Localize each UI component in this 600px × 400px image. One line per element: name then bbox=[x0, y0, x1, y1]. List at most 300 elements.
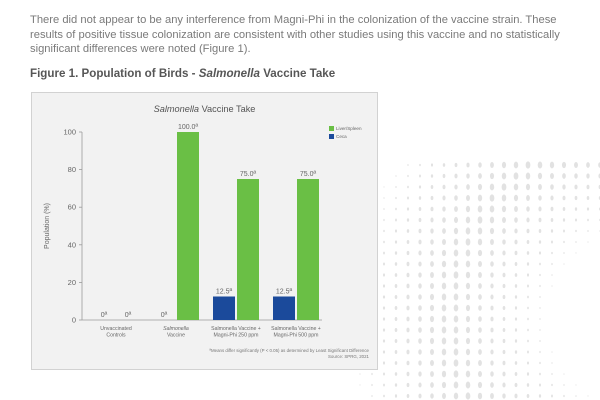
background-dot bbox=[550, 162, 554, 169]
background-dot bbox=[406, 306, 409, 311]
background-dot bbox=[442, 371, 446, 378]
background-dot bbox=[564, 373, 565, 375]
background-dot bbox=[419, 175, 421, 178]
background-dot bbox=[430, 294, 434, 300]
legend-swatch-liver-spleen bbox=[329, 126, 334, 131]
background-dot bbox=[587, 185, 590, 190]
background-dot bbox=[454, 206, 458, 212]
background-dot bbox=[587, 219, 589, 222]
background-dot bbox=[419, 229, 422, 233]
background-dot bbox=[454, 228, 458, 234]
background-dot bbox=[407, 175, 409, 177]
background-dot bbox=[478, 294, 482, 300]
background-dot bbox=[502, 228, 506, 234]
background-dot bbox=[515, 295, 517, 298]
background-dot bbox=[466, 349, 470, 355]
background-dot bbox=[430, 283, 434, 289]
background-dot bbox=[551, 384, 553, 386]
background-dot bbox=[419, 185, 421, 188]
background-dot bbox=[383, 252, 385, 255]
x-category-label: Salmonella bbox=[163, 326, 189, 332]
legend-item-liver-spleen bbox=[329, 126, 362, 131]
background-dot bbox=[418, 316, 422, 322]
background-dot bbox=[407, 186, 409, 189]
background-dot bbox=[575, 230, 577, 232]
background-dot bbox=[395, 186, 396, 188]
background-dot bbox=[454, 260, 459, 267]
background-dot bbox=[443, 163, 445, 167]
background-dot bbox=[550, 184, 554, 190]
background-dot bbox=[514, 172, 519, 179]
background-dot bbox=[466, 272, 470, 279]
background-dot bbox=[454, 249, 459, 256]
background-dot bbox=[418, 261, 421, 266]
background-dot bbox=[490, 371, 494, 376]
background-dot bbox=[527, 351, 529, 354]
background-dot bbox=[466, 305, 470, 311]
figure-heading-suffix: Vaccine Take bbox=[259, 67, 336, 80]
bar-ceca-2 bbox=[213, 297, 235, 321]
background-dot bbox=[538, 173, 542, 179]
background-dot bbox=[527, 383, 529, 387]
background-dot bbox=[395, 295, 398, 299]
background-dot bbox=[478, 261, 482, 267]
background-dot bbox=[383, 197, 384, 199]
background-dot bbox=[454, 293, 459, 300]
background-dot bbox=[551, 241, 553, 244]
background-dot bbox=[527, 340, 529, 343]
background-dot bbox=[490, 184, 494, 191]
background-dot bbox=[551, 285, 552, 287]
background-dot bbox=[478, 195, 482, 202]
background-dot bbox=[383, 395, 385, 398]
background-dot bbox=[383, 306, 385, 309]
background-dot bbox=[478, 283, 482, 289]
background-dot bbox=[575, 395, 576, 397]
background-dot bbox=[490, 162, 494, 168]
background-dot bbox=[454, 271, 459, 278]
background-dot bbox=[395, 394, 397, 397]
background-dot bbox=[515, 251, 518, 255]
background-dot bbox=[478, 338, 482, 344]
background-dot bbox=[478, 272, 482, 278]
background-dot bbox=[395, 339, 398, 343]
background-dot bbox=[442, 196, 445, 201]
background-dot bbox=[418, 371, 421, 376]
background-dot bbox=[466, 227, 471, 234]
background-dot bbox=[503, 361, 506, 365]
x-category-label: Controls bbox=[106, 332, 126, 339]
background-dot bbox=[478, 316, 482, 322]
background-dot bbox=[514, 217, 518, 223]
background-dot bbox=[395, 175, 396, 177]
background-dot bbox=[527, 361, 529, 364]
bar-liver-spleen-3 bbox=[297, 179, 319, 320]
background-dot bbox=[587, 230, 588, 232]
legend-swatch-ceca bbox=[329, 134, 334, 139]
background-dot bbox=[418, 383, 421, 388]
background-dot bbox=[527, 296, 529, 299]
background-dot bbox=[588, 395, 589, 396]
background-dot bbox=[407, 383, 410, 387]
background-dot bbox=[371, 373, 373, 375]
y-axis-label: Population (%) bbox=[44, 203, 51, 249]
background-dot bbox=[454, 359, 459, 366]
background-dot bbox=[490, 261, 494, 266]
background-dot bbox=[466, 338, 470, 344]
background-dot bbox=[539, 240, 541, 244]
background-dot bbox=[454, 195, 458, 200]
background-dot bbox=[407, 394, 410, 398]
background-dot bbox=[418, 251, 421, 256]
background-dot bbox=[395, 219, 397, 222]
background-dot bbox=[538, 161, 543, 168]
background-dot bbox=[395, 240, 397, 243]
background-dot bbox=[454, 174, 457, 179]
background-dot bbox=[539, 394, 541, 397]
background-dot bbox=[539, 362, 541, 364]
background-dot bbox=[490, 272, 493, 277]
background-dot bbox=[418, 272, 421, 277]
background-dot bbox=[538, 195, 542, 200]
background-dot bbox=[466, 206, 470, 212]
background-dot bbox=[466, 327, 470, 333]
background-dot bbox=[443, 174, 446, 178]
background-dot bbox=[514, 206, 518, 212]
background-dot bbox=[466, 392, 471, 399]
background-dot bbox=[551, 229, 553, 232]
background-dot bbox=[466, 283, 470, 289]
background-dot bbox=[442, 382, 446, 388]
background-dot bbox=[395, 317, 398, 321]
y-tick-label: 40 bbox=[67, 240, 76, 250]
background-dot bbox=[418, 360, 421, 365]
background-dot bbox=[490, 194, 495, 201]
background-dot bbox=[586, 173, 589, 178]
background-dot bbox=[419, 164, 421, 167]
y-tick-label: 20 bbox=[67, 277, 76, 287]
background-dot bbox=[551, 362, 552, 364]
x-category-label: Unvaccinated bbox=[100, 326, 132, 332]
background-dot bbox=[430, 382, 434, 388]
background-dot bbox=[515, 328, 517, 331]
background-dot bbox=[503, 306, 506, 310]
background-dot bbox=[478, 393, 482, 400]
background-dot bbox=[574, 185, 577, 190]
background-dot bbox=[574, 162, 578, 168]
background-dot bbox=[431, 185, 434, 189]
background-dot bbox=[490, 239, 494, 245]
x-category-label: Salmonella Vaccine + bbox=[271, 326, 321, 332]
background-dot bbox=[406, 328, 409, 333]
legend-label-liver-spleen: Liver/Spleen bbox=[336, 126, 362, 131]
background-dot bbox=[478, 371, 482, 377]
background-dot bbox=[515, 284, 517, 288]
x-category-label: Salmonella Vaccine + bbox=[211, 326, 261, 332]
background-dot bbox=[563, 252, 564, 254]
background-dot bbox=[454, 370, 459, 377]
background-dot bbox=[431, 196, 434, 200]
background-dot bbox=[383, 339, 385, 342]
background-dot bbox=[576, 384, 577, 385]
background-dot bbox=[490, 317, 493, 322]
chart-title-italic: Salmonella bbox=[153, 104, 200, 114]
background-dot bbox=[454, 239, 458, 246]
background-dot bbox=[575, 196, 578, 200]
background-dot bbox=[515, 361, 517, 365]
background-dot bbox=[383, 208, 384, 210]
background-dot bbox=[539, 296, 540, 298]
background-dot bbox=[527, 251, 529, 255]
background-dot bbox=[430, 316, 434, 322]
background-dot bbox=[478, 327, 482, 333]
background-dot bbox=[539, 218, 542, 222]
background-dot bbox=[383, 384, 385, 387]
background-dot bbox=[395, 229, 397, 232]
background-dot bbox=[539, 329, 540, 331]
y-tick-label: 60 bbox=[67, 202, 76, 212]
background-dot bbox=[383, 273, 385, 276]
background-dot bbox=[563, 218, 565, 221]
background-dot bbox=[430, 228, 433, 233]
background-dot bbox=[539, 285, 540, 287]
background-dot bbox=[407, 197, 409, 200]
background-dot bbox=[503, 317, 506, 321]
data-label-liver-spleen-0: 0ª bbox=[124, 312, 132, 319]
background-dot bbox=[514, 162, 518, 169]
legend-item-ceca bbox=[329, 134, 362, 139]
x-category-label: Vaccine bbox=[166, 332, 186, 339]
background-dot bbox=[503, 295, 506, 299]
x-category-label: Magni-Phi 500 ppm bbox=[273, 332, 319, 339]
intro-paragraph: There did not appear to be any interference from Magni-Phi in the colonization of the vaccine strain. These results of positive tissue colonization are consistent with other studies using this vaccine and no statistically significant differences were noted (Figure 1). bbox=[30, 14, 560, 56]
background-dot bbox=[430, 250, 434, 256]
data-label-liver-spleen-2: 75.0ª bbox=[239, 171, 257, 178]
background-dot bbox=[442, 272, 446, 279]
background-dot bbox=[539, 351, 540, 353]
background-dot bbox=[563, 384, 564, 386]
background-dot bbox=[526, 173, 531, 180]
background-dot bbox=[514, 184, 518, 191]
background-dot bbox=[406, 295, 409, 300]
legend-label-ceca: Ceca bbox=[336, 134, 347, 139]
background-dot bbox=[359, 373, 360, 375]
background-dot bbox=[490, 205, 495, 212]
background-dot bbox=[478, 239, 482, 246]
background-dot bbox=[430, 239, 434, 244]
background-dot bbox=[454, 282, 459, 289]
background-dot bbox=[539, 263, 541, 266]
background-dot bbox=[430, 272, 434, 278]
background-dot bbox=[502, 206, 506, 212]
background-dot bbox=[490, 173, 494, 179]
background-dot bbox=[539, 340, 540, 342]
background-dot bbox=[406, 339, 409, 344]
background-dot bbox=[515, 273, 518, 277]
background-dot bbox=[442, 228, 446, 234]
background-dot bbox=[539, 251, 541, 254]
background-dot bbox=[454, 304, 459, 311]
background-dot bbox=[478, 216, 483, 223]
background-dot bbox=[490, 393, 494, 399]
background-dot bbox=[395, 350, 398, 354]
background-dot bbox=[418, 305, 422, 311]
background-dot bbox=[384, 186, 385, 187]
background-dot bbox=[527, 262, 529, 265]
background-dot bbox=[383, 284, 385, 287]
background-dot bbox=[383, 361, 385, 364]
background-dot bbox=[527, 307, 529, 310]
background-dot bbox=[418, 327, 422, 333]
background-dot bbox=[466, 261, 470, 268]
background-dot bbox=[418, 283, 422, 288]
background-dot bbox=[395, 328, 398, 332]
y-tick-label: 0 bbox=[71, 315, 76, 325]
background-dot bbox=[575, 241, 576, 243]
background-dot bbox=[383, 350, 385, 353]
chart-panel bbox=[31, 92, 378, 370]
background-dot bbox=[502, 262, 505, 267]
chart-legend bbox=[329, 126, 362, 142]
background-dot bbox=[454, 348, 459, 355]
background-dot bbox=[395, 262, 397, 266]
background-dot bbox=[587, 241, 588, 243]
background-dot bbox=[551, 218, 554, 222]
background-dot bbox=[527, 229, 530, 234]
background-dot bbox=[454, 337, 459, 344]
background-dot bbox=[407, 218, 409, 222]
background-dot bbox=[551, 252, 553, 255]
background-dot bbox=[371, 395, 372, 397]
figure-heading bbox=[30, 67, 550, 80]
background-dot bbox=[454, 326, 459, 333]
background-dot bbox=[407, 273, 410, 278]
background-dot bbox=[478, 228, 483, 235]
background-dot bbox=[419, 207, 422, 211]
background-dot bbox=[587, 207, 589, 210]
background-dot bbox=[466, 217, 470, 224]
background-dot bbox=[563, 207, 566, 211]
background-dot bbox=[502, 372, 505, 377]
background-dot bbox=[515, 339, 517, 342]
background-dot bbox=[490, 306, 493, 311]
background-dot bbox=[455, 163, 458, 167]
background-dot bbox=[371, 384, 372, 386]
background-dot bbox=[550, 196, 553, 201]
background-dot bbox=[514, 228, 517, 233]
background-dot bbox=[430, 261, 434, 267]
background-dot bbox=[418, 338, 422, 343]
background-dot bbox=[442, 217, 446, 223]
background-dot bbox=[383, 317, 385, 320]
background-dot bbox=[407, 240, 410, 244]
bar-liver-spleen-1 bbox=[177, 132, 199, 320]
background-dot bbox=[442, 393, 446, 399]
background-dot bbox=[527, 285, 529, 288]
background-dot bbox=[442, 338, 447, 345]
background-dot bbox=[502, 383, 505, 388]
background-dot bbox=[478, 173, 482, 179]
background-dot bbox=[406, 317, 409, 322]
background-dot bbox=[490, 217, 494, 224]
background-dot bbox=[454, 316, 459, 323]
background-dot bbox=[407, 207, 409, 210]
background-dot bbox=[430, 218, 433, 223]
background-dot bbox=[442, 206, 445, 211]
background-dot bbox=[502, 195, 507, 202]
background-dot bbox=[478, 382, 482, 388]
background-dot bbox=[383, 230, 385, 232]
background-dot bbox=[562, 162, 566, 168]
background-dot bbox=[478, 205, 483, 212]
background-dot bbox=[527, 240, 530, 244]
bar-chart bbox=[32, 93, 377, 369]
background-dot bbox=[454, 381, 459, 388]
background-dot bbox=[515, 306, 517, 309]
background-dot bbox=[515, 383, 518, 387]
x-category-label: Magni-Phi 250 ppm bbox=[213, 332, 259, 339]
background-dot bbox=[551, 207, 554, 211]
data-label-ceca-2: 12.5ª bbox=[215, 288, 233, 296]
background-dot bbox=[418, 349, 422, 354]
background-dot bbox=[562, 173, 566, 179]
background-dot bbox=[466, 371, 470, 378]
background-dot bbox=[490, 328, 493, 333]
background-dot bbox=[539, 307, 540, 309]
background-dot bbox=[503, 350, 506, 354]
background-dot bbox=[442, 349, 446, 356]
background-dot bbox=[395, 197, 397, 199]
background-dot bbox=[383, 263, 385, 266]
background-dot bbox=[502, 250, 505, 255]
background-dot bbox=[466, 316, 470, 322]
background-dot bbox=[406, 350, 409, 355]
background-dot bbox=[563, 395, 565, 397]
background-dot bbox=[586, 162, 590, 168]
background-dot bbox=[466, 238, 471, 245]
background-dot bbox=[526, 218, 529, 223]
y-tick-label: 100 bbox=[63, 127, 76, 137]
background-dot bbox=[502, 393, 505, 398]
background-dot bbox=[383, 295, 385, 298]
background-dot bbox=[395, 383, 397, 387]
bar-liver-spleen-2 bbox=[237, 179, 259, 320]
background-dot bbox=[587, 196, 590, 200]
background-dot bbox=[430, 360, 434, 366]
background-dot bbox=[407, 164, 408, 166]
background-dot bbox=[527, 318, 529, 321]
background-dot bbox=[490, 295, 493, 300]
background-dot bbox=[478, 305, 482, 311]
background-dot bbox=[478, 162, 482, 167]
background-dot bbox=[407, 251, 410, 255]
background-dot bbox=[442, 360, 446, 367]
background-dot bbox=[539, 383, 541, 386]
background-dot bbox=[527, 372, 529, 375]
bar-ceca-3 bbox=[273, 297, 295, 321]
background-dot bbox=[418, 240, 421, 245]
background-dot bbox=[466, 184, 470, 190]
background-dot bbox=[490, 283, 493, 288]
figure-heading-prefix: Figure 1. Population of Birds - bbox=[30, 67, 199, 80]
background-dot bbox=[419, 196, 421, 200]
background-dot bbox=[442, 327, 447, 334]
background-dot bbox=[407, 372, 410, 376]
background-dot bbox=[503, 284, 506, 288]
background-dot bbox=[395, 361, 398, 365]
background-dot bbox=[442, 316, 447, 323]
background-dot bbox=[550, 173, 554, 179]
